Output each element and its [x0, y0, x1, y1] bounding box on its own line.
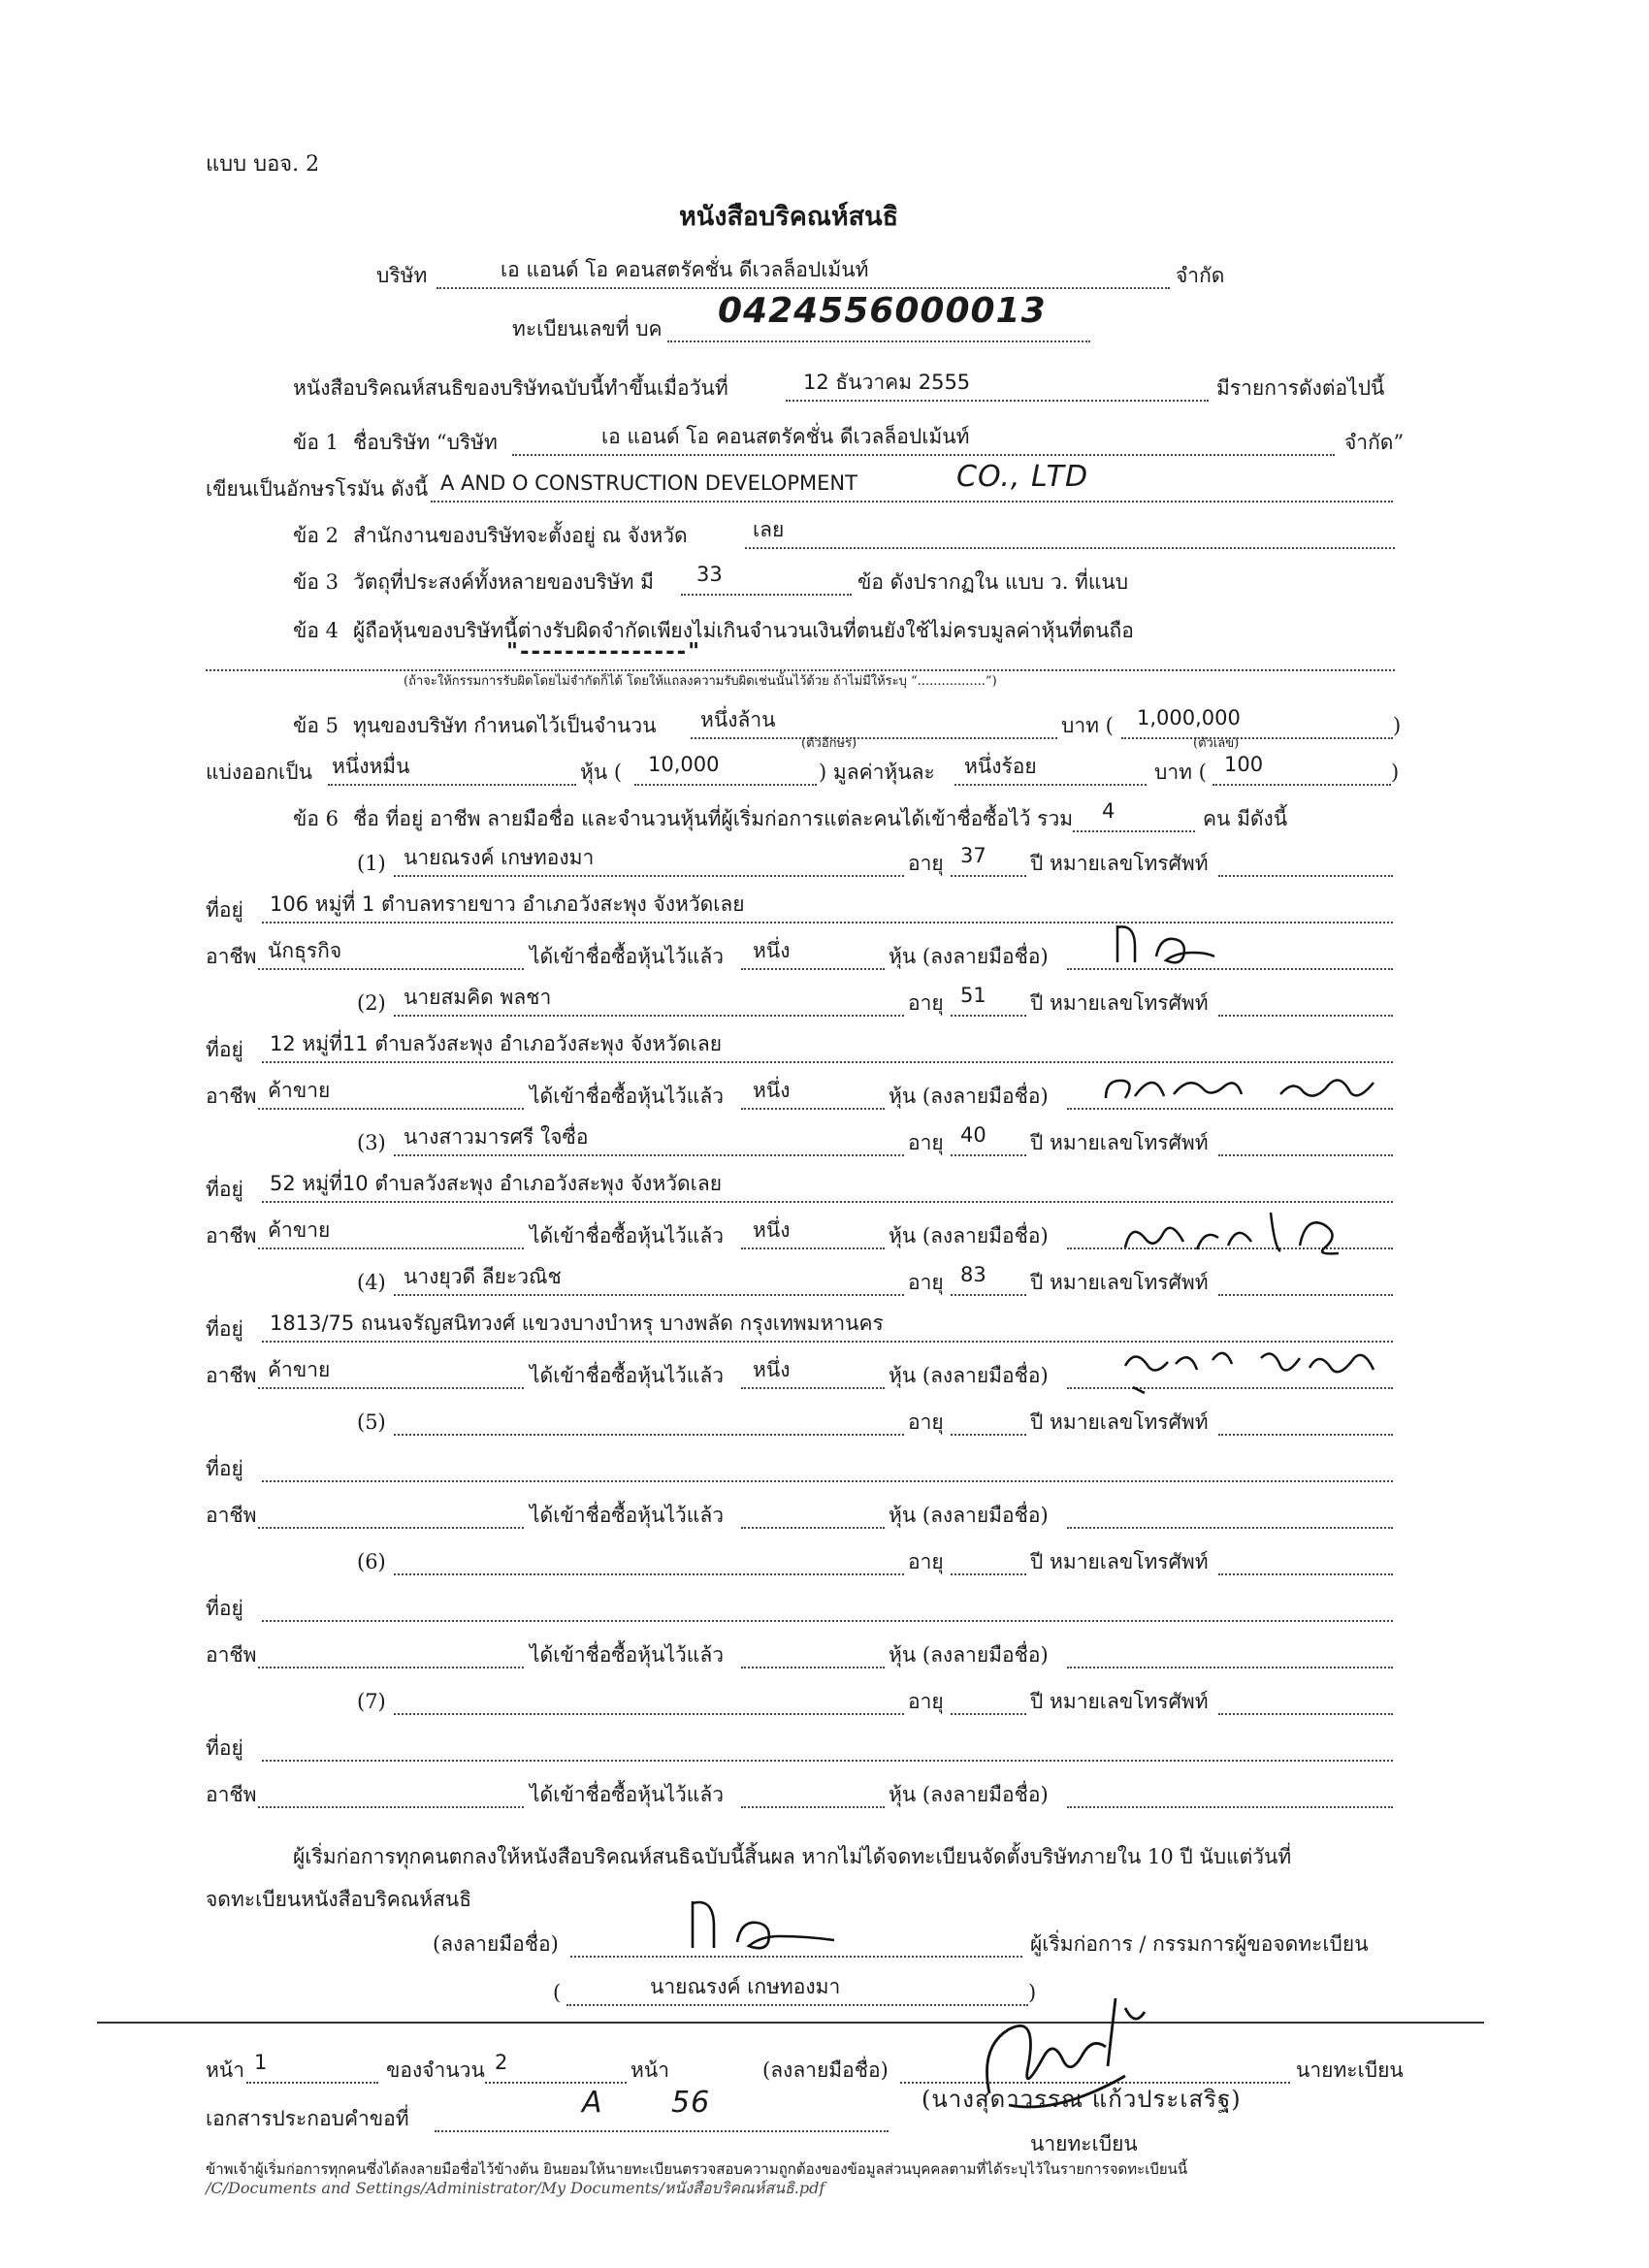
promoter-name-line [394, 1294, 904, 1296]
promoter-sign-label: หุ้น (ลงลายมือชื่อ) [889, 1504, 1049, 1527]
promoter-shares: หนึ่ง [753, 1079, 791, 1102]
clause5-par-num-line [1212, 784, 1391, 786]
promoter-age-line [951, 1154, 1026, 1156]
promoter-phone-label: ปี หมายเลขโทรศัพท์ [1030, 1410, 1209, 1434]
promoter-address-label: ที่อยู่ [206, 898, 243, 922]
promoter-address-label: ที่อยู่ [206, 1457, 243, 1480]
promoter-age: 51 [960, 984, 986, 1007]
clause5-note-digits: (ตัวเลข) [1193, 736, 1240, 751]
promoter-shares: หนึ่ง [753, 939, 791, 962]
footer-page-num: 1 [254, 2051, 268, 2074]
intro-prefix: หนังสือบริคณห์สนธิของบริษัทฉบับนี้ทำขึ้นเมื่อวันที่ [293, 376, 728, 400]
intro-date: 12 ธันวาคม 2555 [803, 371, 971, 394]
promoter-age-label: อายุ [908, 1690, 944, 1713]
promoter-age: 83 [960, 1263, 986, 1286]
promoter-number: (1) [357, 852, 386, 875]
closing-signature-mark [679, 1892, 844, 1960]
closing-close-paren: ) [1028, 1981, 1037, 2004]
clause3-suffix: ข้อ ดังปรากฏใน แบบ ว. ที่แนบ [857, 570, 1129, 594]
clause3-prefix: วัตถุที่ประสงค์ทั้งหลายของบริษัท มี [353, 570, 654, 594]
promoter-shares-line [741, 968, 885, 970]
promoter-occupation-line [258, 1247, 524, 1249]
footer-page-label: หน้า [206, 2058, 244, 2082]
promoter-age: 40 [960, 1123, 986, 1147]
promoter-subscribed-label: ได้เข้าชื่อซื้อหุ้นไว้แล้ว [530, 1504, 725, 1527]
reg-number-line [667, 340, 1090, 342]
clause5-shares-num-line [634, 784, 817, 786]
clause5-close2: ) [1391, 761, 1400, 784]
clause1-label: ข้อ 1 [293, 431, 340, 454]
clause5-shares-num: 10,000 [648, 753, 720, 776]
clause3-count-line [681, 594, 852, 596]
promoter-signature-line [1067, 1806, 1393, 1808]
footer-file-path: /C/Documents and Settings/Administrator/My Documents/หนังสือบริคณห์สนธิ.pdf [206, 2179, 825, 2197]
promoter-address-line [262, 1480, 1393, 1482]
clause1-name-line [512, 454, 1335, 456]
footer-total-pages: 2 [495, 2051, 508, 2074]
promoter-occupation-label: อาชีพ [206, 1504, 257, 1527]
closing-line2: จดทะเบียนหนังสือบริคณห์สนธิ [206, 1888, 472, 1911]
clause1-suffix: จำกัด” [1344, 431, 1405, 454]
promoter-phone-label: ปี หมายเลขโทรศัพท์ [1030, 1550, 1209, 1573]
promoter-occupation-line [258, 968, 524, 970]
promoter-shares-line [741, 1806, 885, 1808]
closing-open-paren: ( [553, 1981, 562, 2004]
clause6-prefix: ชื่อ ที่อยู่ อาชีพ ลายมือชื่อ และจำนวนหุ้นที่ผู้เริ่มก่อการแต่ละคนได้เข้าชื่อซื้อไว้ รวม [353, 807, 1074, 830]
footer-total-line [485, 2082, 627, 2084]
closing-name-line [566, 2004, 1028, 2006]
promoter-occupation: ค้าขาย [268, 1358, 331, 1381]
promoter-occupation: ค้าขาย [268, 1079, 331, 1102]
clause5-shares-text-line [328, 784, 576, 786]
promoter-shares-line [741, 1247, 885, 1249]
promoter-age-label: อายุ [908, 1131, 944, 1154]
intro-suffix: มีรายการดังต่อไปนี้ [1216, 376, 1385, 400]
clause5-label: ข้อ 5 [293, 714, 340, 737]
clause5-capital-text-line [691, 737, 1057, 739]
clause2-province-line [745, 547, 1395, 549]
clause5-baht: บาท ( [1061, 714, 1114, 737]
clause4-fill-line [206, 669, 1395, 671]
promoter-age-label: อายุ [908, 991, 944, 1015]
promoter-name-line [394, 1015, 904, 1017]
clause4-fill: "---------------" [506, 639, 702, 664]
footer-doc-line [435, 2130, 889, 2132]
clause6-count-line [1073, 830, 1195, 832]
clause2-province: เลย [753, 518, 785, 541]
promoter-phone-line [1218, 1434, 1393, 1436]
clause1-roman-name: A AND O CONSTRUCTION DEVELOPMENT [440, 471, 857, 495]
footer-of-label: ของจำนวน [386, 2058, 485, 2082]
promoter-number: (6) [357, 1550, 386, 1573]
promoter-occupation: ค้าขาย [268, 1218, 331, 1242]
promoter-2-signature-mark [1096, 1059, 1387, 1118]
company-name: เอ แอนด์ โอ คอนสตรัคชั่น ดีเวลล็อปเม้นท์ [501, 258, 869, 281]
clause5-prefix: ทุนของบริษัท กำหนดไว้เป็นจำนวน [353, 714, 657, 737]
footer-doc-label: เอกสารประกอบคำขอที่ [206, 2107, 409, 2130]
promoter-sign-label: หุ้น (ลงลายมือชื่อ) [889, 1783, 1049, 1806]
promoter-phone-line [1218, 875, 1393, 877]
promoter-subscribed-label: ได้เข้าชื่อซื้อหุ้นไว้แล้ว [530, 1364, 725, 1387]
clause5-shares-label: หุ้น ( [580, 761, 623, 784]
promoter-shares-line [741, 1527, 885, 1529]
clause1-name: เอ แอนด์ โอ คอนสตรัคชั่น ดีเวลล็อปเม้นท์ [601, 425, 970, 448]
closing-sign-label: (ลงลายมือชื่อ) [433, 1932, 559, 1956]
clause5-note-letters: (ตัวอักษร) [801, 736, 857, 751]
clause1-roman-label: เขียนเป็นอักษรโรมัน ดังนี้ [206, 477, 429, 501]
promoter-name-line [394, 1573, 904, 1575]
clause6-label: ข้อ 6 [293, 807, 340, 830]
promoter-address-label: ที่อยู่ [206, 1597, 243, 1620]
company-name-line [436, 287, 1170, 289]
footer-page-num-line [246, 2082, 378, 2084]
promoter-age-line [951, 1015, 1026, 1017]
promoter-address-line [262, 1760, 1393, 1762]
promoter-shares-line [741, 1108, 885, 1110]
promoter-phone-label: ปี หมายเลขโทรศัพท์ [1030, 852, 1209, 875]
promoter-age-line [951, 1573, 1026, 1575]
clause2-text: สำนักงานของบริษัทจะตั้งอยู่ ณ จังหวัด [353, 524, 688, 547]
clause3-label: ข้อ 3 [293, 570, 340, 594]
promoter-name: นายณรงค์ เกษทองมา [404, 846, 595, 869]
promoter-name: นางยุวดี ลียะวณิช [404, 1265, 562, 1288]
promoter-address-label: ที่อยู่ [206, 1038, 243, 1061]
clause4-note: (ถ้าจะให้กรรมการรับผิดโดยไม่จำกัดก็ได้ โดยให้แถลงความรับผิดเช่นนั้นไว้ด้วย ถ้าไม่มีให้ระบุ “.................”) [404, 674, 997, 689]
intro-date-line [786, 400, 1209, 402]
footer-page-suffix: หน้า [630, 2058, 669, 2082]
promoter-phone-label: ปี หมายเลขโทรศัพท์ [1030, 1131, 1209, 1154]
promoter-phone-line [1218, 1713, 1393, 1715]
promoter-address: 1813/75 ถนนจรัญสนิทวงศ์ แขวงบางบำหรุ บางพลัด กรุงเทพมหานคร [270, 1312, 884, 1335]
clause5-baht2: บาท ( [1154, 761, 1207, 784]
promoter-number: (4) [357, 1271, 386, 1294]
promoter-shares-line [741, 1667, 885, 1669]
promoter-occupation-line [258, 1387, 524, 1389]
promoter-address: 52 หมู่ที่10 ตำบลวังสะพุง อำเภอวังสะพุง จังหวัดเลย [270, 1172, 722, 1195]
promoter-subscribed-label: ได้เข้าชื่อซื้อหุ้นไว้แล้ว [530, 1783, 725, 1806]
clause5-capital-num-line [1121, 737, 1393, 739]
clause5-par-text-line [954, 784, 1147, 786]
promoter-age-line [951, 1294, 1026, 1296]
promoter-address: 106 หมู่ที่ 1 ตำบลทรายขาว อำเภอวังสะพุง จังหวัดเลย [270, 892, 745, 916]
promoter-phone-line [1218, 1154, 1393, 1156]
clause4-text: ผู้ถือหุ้นของบริษัทนี้ต่างรับผิดจำกัดเพียงไม่เกินจำนวนเงินที่ตนยังใช้ไม่ครบมูลค่าหุ้นที่ตนถือ [353, 619, 1134, 642]
promoter-occupation-label: อาชีพ [206, 1783, 257, 1806]
footer-registrar-role: นายทะเบียน [1296, 2058, 1404, 2082]
form-code: แบบ บอจ. 2 [206, 152, 320, 177]
promoter-number: (7) [357, 1690, 386, 1713]
footer-registrar-sign-label: (ลงลายมือชื่อ) [762, 2058, 889, 2082]
promoter-occupation-label: อาชีพ [206, 1364, 257, 1387]
promoter-age-line [951, 875, 1026, 877]
promoter-3-signature-mark [1116, 1199, 1368, 1267]
clause1-roman-line [431, 501, 1393, 502]
promoter-address: 12 หมู่ที่11 ตำบลวังสะพุง อำเภอวังสะพุง จังหวัดเลย [270, 1032, 722, 1055]
footer-consent: ข้าพเจ้าผู้เริ่มก่อการทุกคนซึ่งได้ลงลายมือชื่อไว้ข้างต้น ยินยอมให้นายทะเบียนตรวจสอบความถูกต้องของข้อมูลส่วนบุคคลตามที่ได้ระบุไว้ในรายการจดทะเบียนนี้ [206, 2160, 1188, 2178]
company-label: บริษัท [376, 264, 428, 287]
promoter-subscribed-label: ได้เข้าชื่อซื้อหุ้นไว้แล้ว [530, 945, 725, 968]
clause5-par-text: หนึ่งร้อย [964, 755, 1037, 778]
clause1-roman-suffix: CO., LTD [956, 460, 1089, 494]
promoter-age-label: อายุ [908, 1271, 944, 1294]
promoter-name-line [394, 1713, 904, 1715]
company-limited: จำกัด [1176, 264, 1225, 287]
clause6-count: 4 [1102, 799, 1116, 823]
promoter-occupation-line [258, 1667, 524, 1669]
promoter-sign-label: หุ้น (ลงลายมือชื่อ) [889, 1364, 1049, 1387]
promoter-phone-line [1218, 1015, 1393, 1017]
footer-divider [97, 2022, 1484, 2024]
promoter-number: (2) [357, 991, 386, 1015]
clause5-divided-label: แบ่งออกเป็น [206, 761, 312, 784]
promoter-phone-label: ปี หมายเลขโทรศัพท์ [1030, 1690, 1209, 1713]
promoter-age-line [951, 1434, 1026, 1436]
promoter-age-line [951, 1713, 1026, 1715]
promoter-address-label: ที่อยู่ [206, 1178, 243, 1201]
promoter-occupation-line [258, 1108, 524, 1110]
clause5-par-label: ) มูลค่าหุ้นละ [819, 761, 935, 784]
promoter-occupation-label: อาชีพ [206, 1224, 257, 1247]
closing-line1: ผู้เริ่มก่อการทุกคนตกลงให้หนังสือบริคณห์สนธิฉบับนี้สิ้นผล หากไม่ได้จดทะเบียนจัดตั้งบริษัทภายใน 10 ปี นับแต่วันที่ [293, 1845, 1292, 1868]
promoter-number: (3) [357, 1131, 386, 1154]
promoter-address-line [262, 1620, 1393, 1622]
promoter-occupation: นักธุรกิจ [268, 939, 342, 962]
promoter-sign-label: หุ้น (ลงลายมือชื่อ) [889, 945, 1049, 968]
promoter-phone-line [1218, 1294, 1393, 1296]
promoter-name: นางสาวมารศรี ใจซื่อ [404, 1125, 589, 1149]
promoter-phone-line [1218, 1573, 1393, 1575]
promoter-signature-line [1067, 1667, 1393, 1669]
promoter-occupation-line [258, 1806, 524, 1808]
promoter-4-signature-mark [1116, 1339, 1406, 1397]
promoter-subscribed-label: ได้เข้าชื่อซื้อหุ้นไว้แล้ว [530, 1085, 725, 1108]
promoter-subscribed-label: ได้เข้าชื่อซื้อหุ้นไว้แล้ว [530, 1224, 725, 1247]
promoter-shares-line [741, 1387, 885, 1389]
footer-registrar-name: (นางสุดาวรรณ แก้วประเสริฐ) [922, 2086, 1242, 2113]
clause5-par-num: 100 [1224, 753, 1264, 776]
promoter-age-label: อายุ [908, 1550, 944, 1573]
promoter-address-label: ที่อยู่ [206, 1317, 243, 1341]
promoter-age: 37 [960, 844, 986, 867]
clause5-capital-num: 1,000,000 [1137, 706, 1241, 729]
promoter-phone-label: ปี หมายเลขโทรศัพท์ [1030, 1271, 1209, 1294]
promoter-signature-line [1067, 1527, 1393, 1529]
clause3-count: 33 [696, 563, 723, 586]
closing-signer-name: นายณรงค์ เกษทองมา [650, 1975, 841, 1998]
promoter-sign-label: หุ้น (ลงลายมือชื่อ) [889, 1224, 1049, 1247]
promoter-1-signature-mark [1106, 918, 1232, 972]
promoter-sign-label: หุ้น (ลงลายมือชื่อ) [889, 1643, 1049, 1667]
promoter-occupation-line [258, 1527, 524, 1529]
reg-number-label: ทะเบียนเลขที่ บค [512, 317, 663, 340]
footer-doc-num: A 56 [582, 2086, 711, 2120]
promoter-name-line [394, 1154, 904, 1156]
clause2-label: ข้อ 2 [293, 524, 340, 547]
promoter-address-label: ที่อยู่ [206, 1736, 243, 1760]
promoter-subscribed-label: ได้เข้าชื่อซื้อหุ้นไว้แล้ว [530, 1643, 725, 1667]
promoter-name-line [394, 875, 904, 877]
clause4-label: ข้อ 4 [293, 619, 340, 642]
promoter-occupation-label: อาชีพ [206, 1643, 257, 1667]
promoter-shares: หนึ่ง [753, 1358, 791, 1381]
promoter-phone-label: ปี หมายเลขโทรศัพท์ [1030, 991, 1209, 1015]
clause5-capital-text: หนึ่งล้าน [700, 708, 776, 731]
promoter-age-label: อายุ [908, 1410, 944, 1434]
clause5-shares-text: หนึ่งหมื่น [332, 755, 410, 778]
footer-registrar-title: นายทะเบียน [1030, 2132, 1138, 2155]
clause5-close: ) [1393, 714, 1402, 737]
closing-sign-role: ผู้เริ่มก่อการ / กรรมการผู้ขอจดทะเบียน [1030, 1932, 1369, 1956]
promoter-name: นายสมคิด พลชา [404, 986, 552, 1009]
promoter-sign-label: หุ้น (ลงลายมือชื่อ) [889, 1085, 1049, 1108]
promoter-name-line [394, 1434, 904, 1436]
promoter-occupation-label: อาชีพ [206, 1085, 257, 1108]
promoter-occupation-label: อาชีพ [206, 945, 257, 968]
clause6-suffix: คน มีดังนี้ [1203, 807, 1288, 830]
promoter-shares: หนึ่ง [753, 1218, 791, 1242]
promoter-age-label: อายุ [908, 852, 944, 875]
promoter-number: (5) [357, 1410, 386, 1434]
clause1-prefix: ชื่อบริษัท “บริษัท [353, 431, 498, 454]
document-title: หนังสือบริคณห์สนธิ [679, 202, 899, 232]
reg-number: 0424556000013 [718, 291, 1047, 331]
